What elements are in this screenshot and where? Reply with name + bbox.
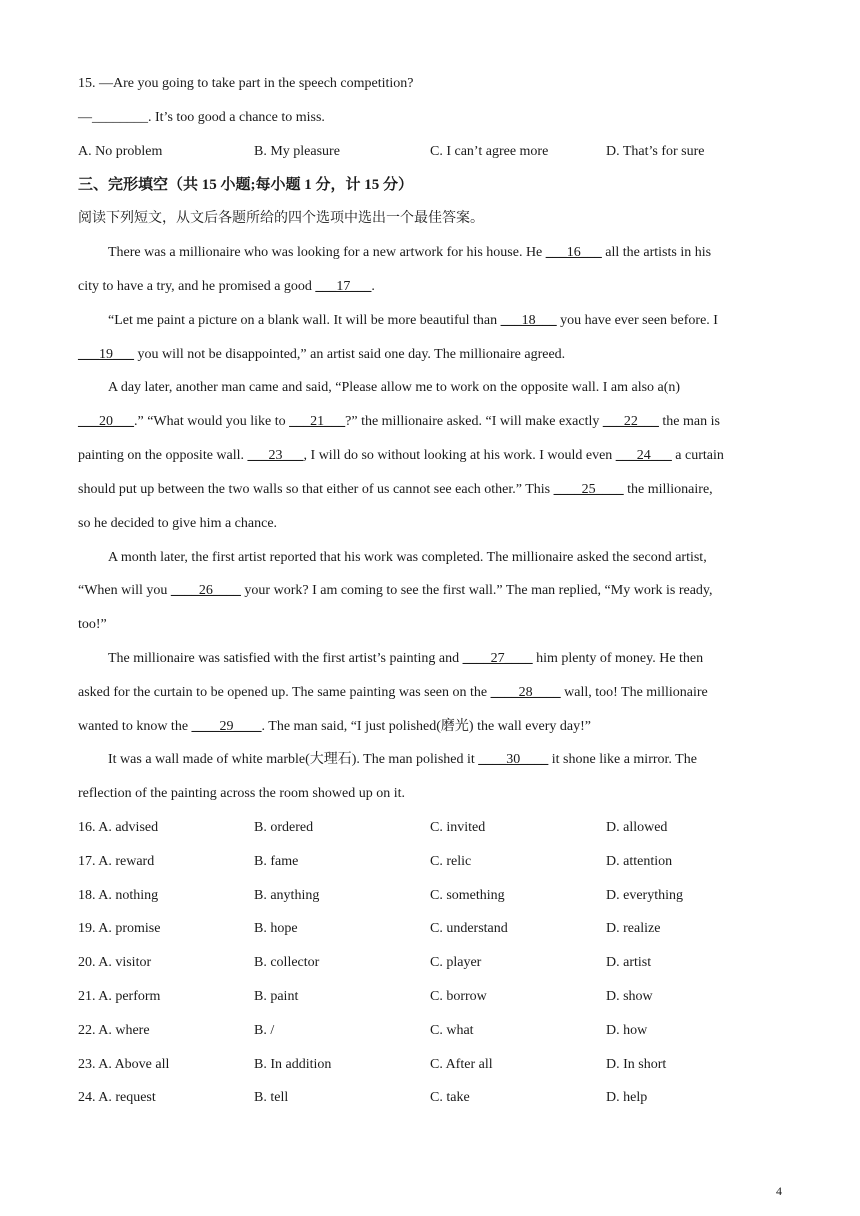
- question-option: D. how: [606, 1022, 648, 1038]
- blank: ____25____: [553, 482, 624, 497]
- question-option: B. collector: [254, 955, 320, 971]
- passage-line: [108, 378, 680, 398]
- passage-text: too!”: [78, 617, 107, 632]
- blank: ___21___: [289, 414, 346, 429]
- passage-line: [78, 615, 107, 635]
- passage-text: . The man said, “I just polished(磨光) the wall every day!”: [261, 719, 591, 734]
- blank: ___20___: [78, 414, 134, 429]
- passage-line: [108, 548, 707, 568]
- passage-text: all the artists in his: [601, 245, 712, 260]
- passage-text: city to have a try, and he promised a good: [78, 279, 316, 294]
- question-option: D. realize: [606, 921, 661, 937]
- passage-text: “When will you: [78, 583, 171, 598]
- blank: ___16___: [545, 245, 602, 260]
- blank: ___24___: [615, 448, 672, 463]
- q15-option: D. That’s for sure: [606, 144, 705, 159]
- question-option: C. understand: [430, 921, 508, 937]
- question-option: B. ordered: [254, 820, 314, 835]
- passage-line: [108, 649, 703, 669]
- question-option: B. tell: [254, 1090, 289, 1106]
- question-option: B. anything: [254, 887, 320, 903]
- passage-text: the man is: [658, 414, 720, 429]
- passage-text: the millionaire,: [623, 482, 713, 497]
- passage-line: [108, 311, 718, 331]
- question-option: D. artist: [606, 955, 652, 971]
- passage-text: .: [371, 279, 375, 294]
- passage-text: A day later, another man came and said, “Please allow me to work on the opposite wall. I am also a(n): [108, 380, 681, 395]
- blank: ___19___: [78, 347, 134, 362]
- passage-text: it shone like a mirror. The: [548, 752, 697, 767]
- question-option-a: 21. A. perform: [78, 989, 161, 1004]
- passage-text: painting on the opposite wall.: [78, 448, 248, 463]
- q15-answer-line: —________. It’s too good a chance to miss.: [78, 110, 325, 125]
- passage-text: , I will do so without looking at his work. I would even: [303, 448, 616, 463]
- question-option: D. allowed: [606, 820, 668, 835]
- question-option: D. show: [606, 989, 653, 1004]
- question-option: C. relic: [430, 853, 472, 869]
- passage-line: [78, 683, 708, 703]
- section-heading: 三、完形填空（共 15 小题;每小题 1 分，计 15 分）: [78, 177, 413, 193]
- passage-line: [78, 277, 375, 297]
- q15-question: 15. —Are you going to take part in the speech competition?: [78, 76, 414, 91]
- passage-text: asked for the curtain to be opened up. The same painting was seen on the: [78, 685, 491, 700]
- passage-text: so he decided to give him a chance.: [78, 516, 278, 531]
- blank: ____28____: [490, 685, 561, 700]
- question-option: C. borrow: [430, 989, 487, 1004]
- passage-text: There was a millionaire who was looking for a new artwork for his house. He: [108, 245, 546, 260]
- passage-text: should put up between the two walls so that either of us cannot see each other.” This: [78, 482, 554, 497]
- question-option: C. something: [430, 887, 505, 903]
- question-option: C. invited: [430, 820, 486, 835]
- question-option: D. help: [606, 1090, 648, 1106]
- blank: ____26____: [170, 583, 241, 598]
- passage-line: [78, 784, 405, 804]
- question-option: C. player: [430, 955, 482, 971]
- passage-text: reflection of the painting across the room showed up on it.: [78, 786, 405, 801]
- blank: ___22___: [602, 414, 659, 429]
- passage-text: The millionaire was satisfied with the first artist’s painting and: [108, 651, 463, 666]
- passage-line: [78, 717, 591, 737]
- passage-text: A month later, the first artist reported that his work was completed. The millionaire asked the second artist,: [108, 550, 707, 565]
- passage-text: ?” the millionaire asked. “I will make exactly: [345, 414, 603, 429]
- blank: ____29____: [191, 719, 262, 734]
- blank: ____30____: [478, 752, 549, 767]
- passage-line: [108, 243, 711, 263]
- question-option-a: 18. A. nothing: [78, 887, 159, 903]
- question-option-a: 16. A. advised: [78, 820, 159, 835]
- question-option: B. paint: [254, 989, 299, 1004]
- question-option-a: 19. A. promise: [78, 921, 161, 937]
- question-option-a: 17. A. reward: [78, 853, 155, 869]
- passage-line: [78, 412, 720, 432]
- question-option: C. take: [430, 1090, 470, 1106]
- passage-text: wanted to know the: [78, 719, 192, 734]
- passage-text: “Let me paint a picture on a blank wall. It will be more beautiful than: [108, 313, 501, 328]
- passage-text: .” “What would you like to: [134, 414, 290, 429]
- passage-line: [78, 480, 713, 500]
- question-option: D. attention: [606, 853, 673, 869]
- section-instruction: 阅读下列短文，从文后各题所给的四个选项中选出一个最佳答案。: [78, 211, 484, 226]
- passage-text: you will not be disappointed,” an artist said one day. The millionaire agreed.: [134, 347, 566, 362]
- question-option: B. /: [254, 1022, 275, 1038]
- question-option-a: 20. A. visitor: [78, 955, 152, 971]
- passage-line: [78, 514, 277, 534]
- passage-line: [78, 581, 713, 601]
- passage-line: [78, 345, 565, 365]
- question-option: D. everything: [606, 887, 683, 903]
- question-option-a: 24. A. request: [78, 1090, 156, 1106]
- passage-line: [78, 446, 724, 466]
- passage-text: a curtain: [671, 448, 724, 463]
- question-option: C. what: [430, 1022, 474, 1038]
- question-option: B. In addition: [254, 1056, 332, 1072]
- page-number: 4: [776, 1184, 782, 1198]
- passage-text: wall, too! The millionaire: [560, 685, 708, 700]
- passage-text: him plenty of money. He then: [532, 651, 704, 666]
- question-option: B. hope: [254, 921, 298, 937]
- passage-text: It was a wall made of white marble(大理石). The man polished it: [108, 752, 479, 767]
- question-option-a: 22. A. where: [78, 1022, 150, 1038]
- passage-line: [108, 750, 697, 770]
- q15-option: C. I can’t agree more: [430, 144, 549, 159]
- question-option: D. In short: [606, 1056, 667, 1072]
- blank: ___17___: [315, 279, 372, 294]
- blank: ____27____: [462, 651, 533, 666]
- question-option: B. fame: [254, 853, 299, 869]
- q15-option: B. My pleasure: [254, 144, 340, 159]
- question-option-a: 23. A. Above all: [78, 1056, 170, 1072]
- passage-text: you have ever seen before. I: [556, 313, 718, 328]
- blank: ___18___: [500, 313, 557, 328]
- passage-text: your work? I am coming to see the first wall.” The man replied, “My work is ready,: [240, 583, 713, 598]
- q15-option: A. No problem: [78, 144, 163, 159]
- blank: ___23___: [247, 448, 304, 463]
- question-option: C. After all: [430, 1056, 493, 1072]
